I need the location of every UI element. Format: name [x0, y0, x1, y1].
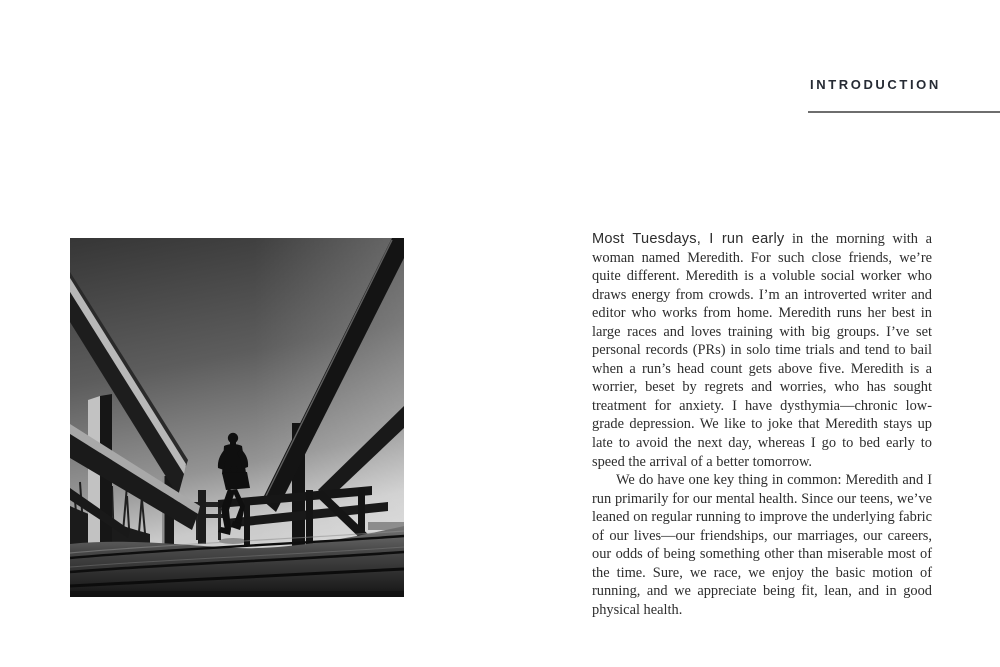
chapter-title: INTRODUCTION: [810, 77, 941, 92]
paragraph-1: [592, 230, 932, 471]
lead-in-phrase: Most Tuesdays, I run early: [592, 231, 785, 247]
paragraph-2: We do have one key thing in common: Meredith and I run primarily for our mental health. Since our teens, we’ve leaned on regular running to improve the underlying fabric of our lives—our friendships, our marriages, our careers, our odds of being something other than miserable most of the time. Sure, we race, we enjoy the basic motion of running, and we appreciate being fit, lean, and in good physical health.: [592, 472, 932, 618]
paragraph-1-text: in the morning with a woman named Meredith. For such close friends, we’re quite different. Meredith is a voluble social worker who draws energy from crowds. I’m an introverted writer and editor who works from home. Meredith runs her best in large races and loves training with big groups. I’ve set personal records (PRs) in solo time trials and tend to bail when a run’s head count gets above five. Meredith is a worrier, beset by regrets and worries, who has sought treatment for anxiety. I have dysthymia—chronic low-grade depression. We like to joke that Meredith stays up late to avoid the next day, whereas I go to bed early to speed the arrival of a better tomorrow.: [592, 231, 933, 470]
boardwalk-runner-photo: [70, 238, 404, 597]
boardwalk-runner-illustration: [70, 238, 404, 597]
title-rule: [808, 111, 1000, 113]
body-text-column: [592, 230, 932, 619]
